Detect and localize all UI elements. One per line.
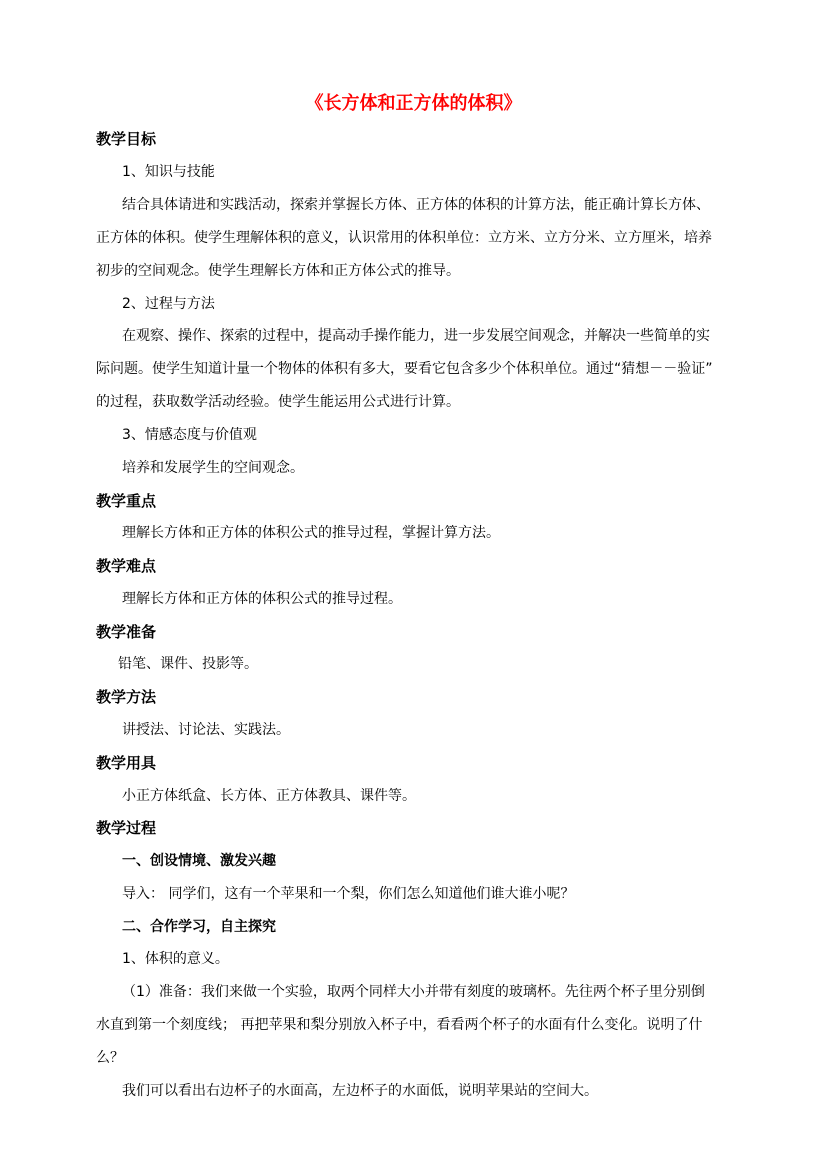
section-heading-key-points: 教学重点 — [96, 492, 157, 510]
paragraph-line: 结合具体请进和实践活动，探索并掌握长方体、正方体的体积的计算方法，能正确计算长方体、 — [122, 197, 710, 213]
paragraph-line: 正方体的体积。使学生理解体积的意义，认识常用的体积单位：立方米、立方分米、立方厘米，培养 — [96, 230, 712, 246]
section-heading-difficulties: 教学难点 — [96, 557, 157, 575]
step-heading-2: 二、合作学习，自主探究 — [122, 919, 276, 935]
section-heading-preparation: 教学准备 — [96, 623, 157, 641]
paragraph-line: 理解长方体和正方体的体积公式的推导过程，掌握计算方法。 — [122, 525, 500, 541]
paragraph-line: 际问题。使学生知道计量一个物体的体积有多大，要看它包含多少个体积单位。通过“猜想－－验证” — [96, 361, 713, 377]
subheading-knowledge-skills: 1、知识与技能 — [122, 164, 215, 180]
paragraph-line: 铅笔、课件、投影等。 — [118, 656, 258, 672]
paragraph-line: 培养和发展学生的空间观念。 — [122, 460, 304, 476]
paragraph-line: 么？ — [96, 1050, 124, 1066]
step-heading-1: 一、创设情境、激发兴趣 — [122, 853, 276, 869]
paragraph-line: 我们可以看出右边杯子的水面高，左边杯子的水面低，说明苹果站的空间大。 — [122, 1083, 598, 1099]
document-title: 《长方体和正方体的体积》 — [305, 93, 522, 114]
paragraph-line: （1）准备：我们来做一个实验，取两个同样大小并带有刻度的玻璃杯。先往两个杯子里分别倒 — [122, 984, 705, 1000]
paragraph-line: 在观察、操作、探索的过程中，提高动手操作能力，进一步发展空间观念，并解决一些简单的实 — [122, 328, 710, 344]
paragraph-line: 讲授法、讨论法、实践法。 — [122, 722, 290, 738]
paragraph-line: 的过程，获取数学活动经验。使学生能运用公式进行计算。 — [96, 394, 460, 410]
paragraph-line: 初步的空间观念。使学生理解长方体和正方体公式的推导。 — [96, 263, 460, 279]
paragraph-line: 导入： 同学们，这有一个苹果和一个梨，你们怎么知道他们谁大谁小呢？ — [122, 886, 575, 902]
section-heading-methods: 教学方法 — [96, 688, 157, 706]
section-heading-objectives: 教学目标 — [96, 130, 157, 148]
subheading-process-methods: 2、过程与方法 — [122, 296, 215, 312]
section-heading-tools: 教学用具 — [96, 754, 157, 772]
paragraph-line: 水直到第一个刻度线； 再把苹果和梨分别放入杯子中，看看两个杯子的水面有什么变化。说明了什 — [96, 1017, 703, 1033]
subheading-volume-meaning: 1、体积的意义。 — [122, 951, 229, 967]
subheading-attitudes-values: 3、情感态度与价值观 — [122, 427, 257, 443]
paragraph-line: 理解长方体和正方体的体积公式的推导过程。 — [122, 591, 402, 607]
section-heading-process: 教学过程 — [96, 819, 157, 837]
paragraph-line: 小正方体纸盒、长方体、正方体教具、课件等。 — [122, 788, 416, 804]
